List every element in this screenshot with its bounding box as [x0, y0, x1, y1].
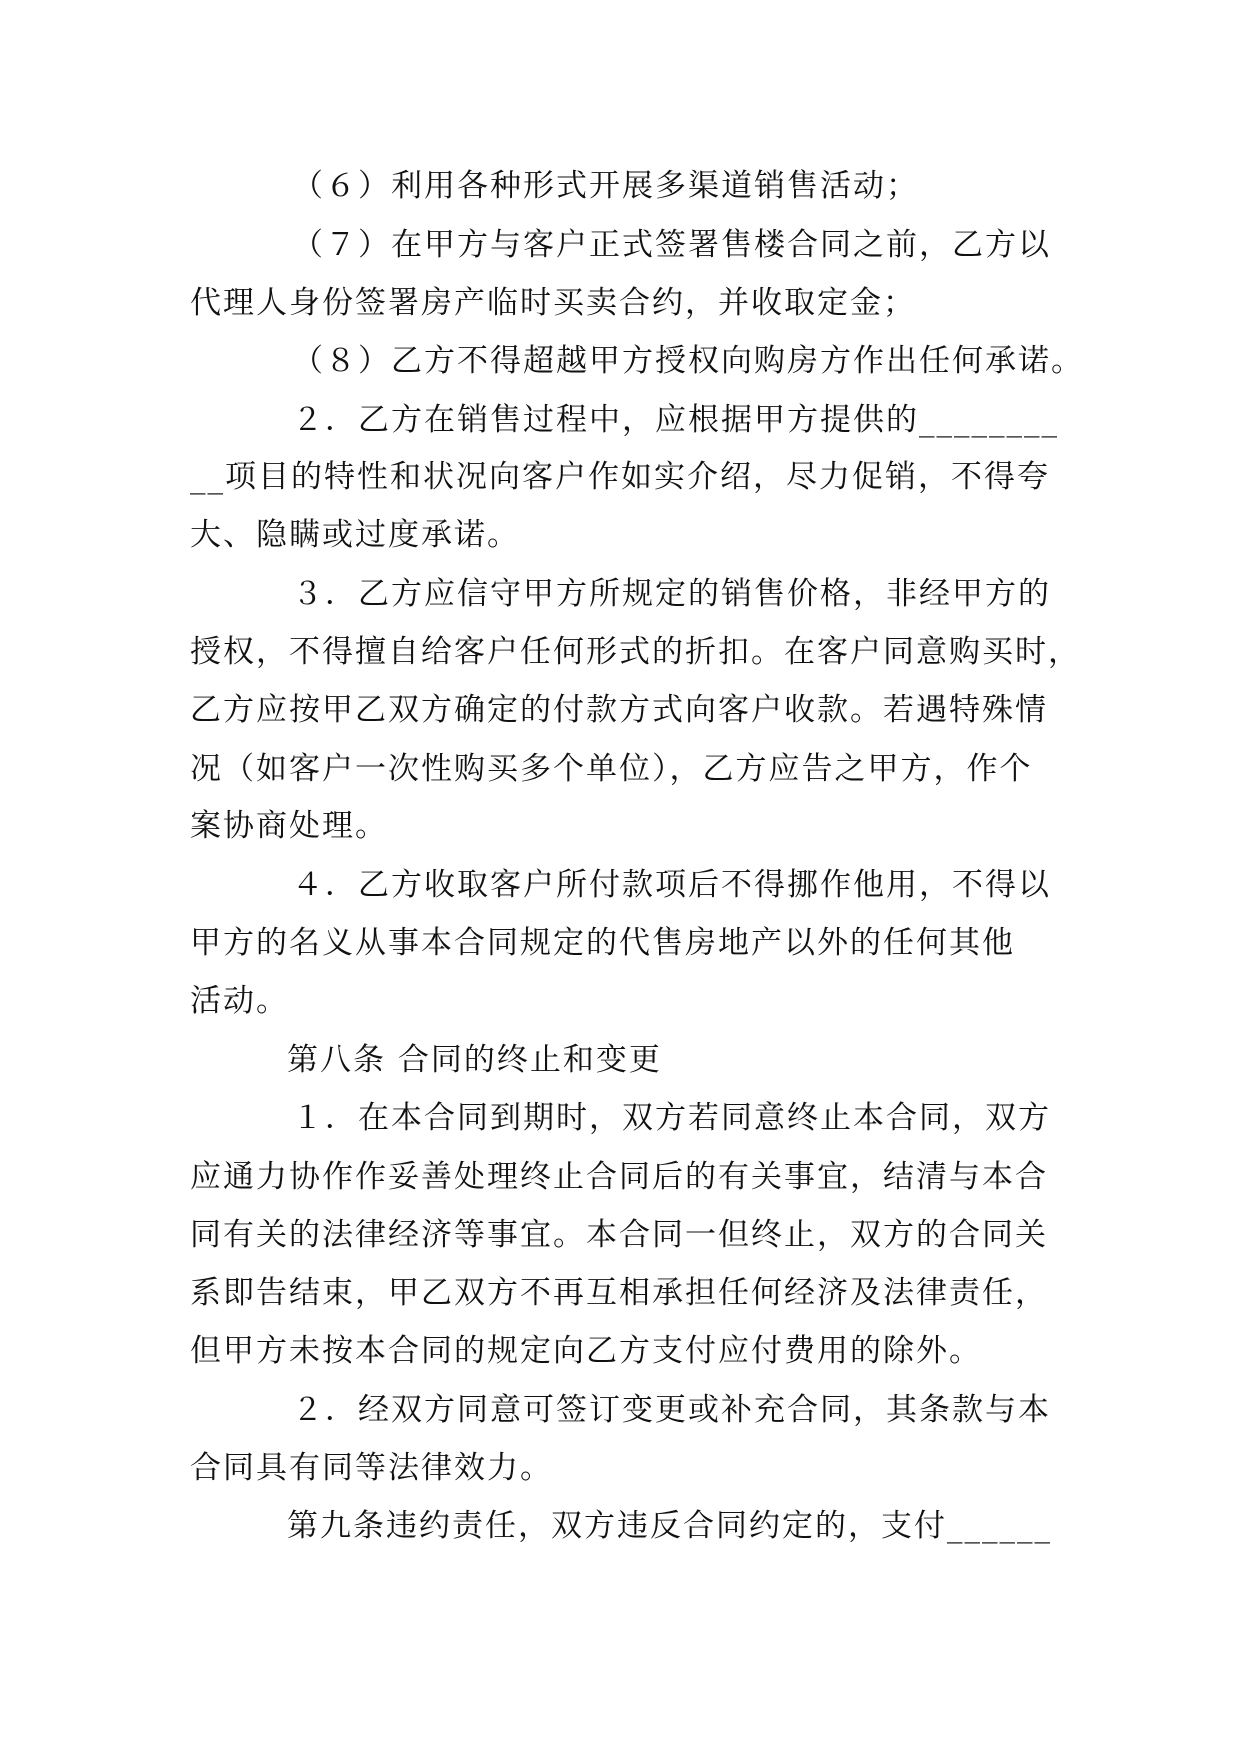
text-line: （８）乙方不得超越甲方授权向购房方作出任何承诺。	[292, 343, 1084, 379]
text-line: 合同具有同等法律效力。	[190, 1450, 553, 1486]
text-line: 授权，不得擅自给客户任何形式的折扣。在客户同意购买时，	[190, 634, 1081, 670]
text-line: 同有关的法律经济等事宜。本合同一但终止，双方的合同关	[190, 1217, 1048, 1253]
text-line: 案协商处理。	[190, 808, 388, 844]
text-line: （６）利用各种形式开展多渠道销售活动；	[292, 168, 919, 204]
text-line: 应通力协作作妥善处理终止合同后的有关事宜，结清与本合	[190, 1159, 1048, 1195]
text-line: ４．乙方收取客户所付款项后不得挪作他用，不得以	[292, 867, 1051, 903]
section-heading: 第九条违约责任，双方违反合同约定的，支付______	[287, 1508, 1052, 1544]
text-line: 系即告结束，甲乙双方不再互相承担任何经济及法律责任，	[190, 1275, 1048, 1311]
text-line: １．在本合同到期时，双方若同意终止本合同，双方	[292, 1100, 1051, 1136]
text-line: 甲方的名义从事本合同规定的代售房地产以外的任何其他	[190, 925, 1015, 961]
text-line: __项目的特性和状况向客户作如实介绍，尽力促销，不得夸	[190, 459, 1050, 495]
text-line: ３．乙方应信守甲方所规定的销售价格，非经甲方的	[292, 576, 1051, 612]
text-line: 大、隐瞒或过度承诺。	[190, 517, 520, 553]
text-line: ２．经双方同意可签订变更或补充合同，其条款与本	[292, 1392, 1051, 1428]
text-line: 乙方应按甲乙双方确定的付款方式向客户收款。若遇特殊情	[190, 692, 1048, 728]
text-line: ２．乙方在销售过程中，应根据甲方提供的________	[292, 402, 1059, 438]
text-line: （７）在甲方与客户正式签署售楼合同之前，乙方以	[292, 227, 1051, 263]
text-line: 活动。	[190, 983, 289, 1019]
section-heading: 第八条 合同的终止和变更	[287, 1042, 662, 1078]
text-line: 代理人身份签署房产临时买卖合约，并收取定金；	[190, 285, 916, 321]
text-line: 但甲方未按本合同的规定向乙方支付应付费用的除外。	[190, 1333, 982, 1369]
text-line: 况（如客户一次性购买多个单位），乙方应告之甲方，作个	[190, 751, 1033, 787]
